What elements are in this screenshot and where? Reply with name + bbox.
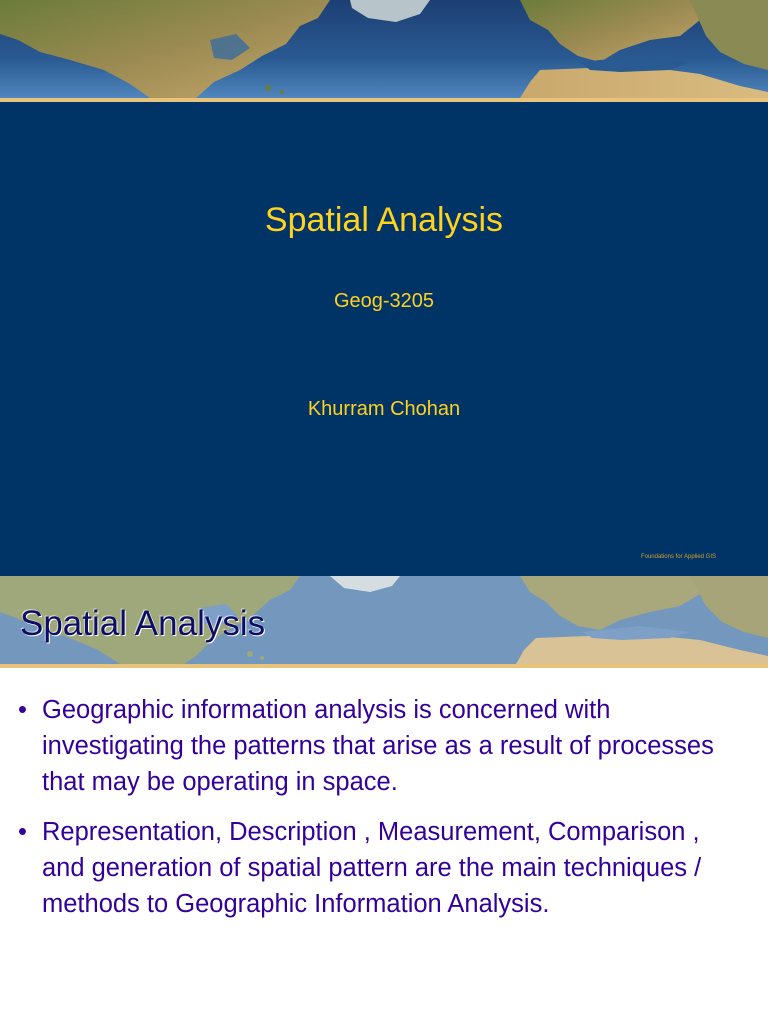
world-map-banner bbox=[0, 0, 768, 98]
bullet-item bbox=[18, 692, 748, 800]
content-slide bbox=[0, 576, 768, 1024]
bullet-icon: • bbox=[18, 696, 27, 724]
gold-divider bbox=[0, 664, 768, 668]
gold-divider bbox=[0, 98, 768, 102]
bullet-icon: • bbox=[18, 818, 27, 846]
world-map-image bbox=[0, 0, 768, 98]
slide-heading: Spatial Analysis bbox=[20, 604, 266, 643]
bullet-item bbox=[18, 814, 748, 922]
bullet-text: Geographic information analysis is concerned with investigating the patterns that arise as a result of processes that may be operating in space. bbox=[42, 696, 714, 796]
author-name: Khurram Chohan bbox=[307, 398, 461, 420]
slide-footer: Foundations for Applied GIS bbox=[640, 554, 716, 560]
bullet-text: Representation, Description , Measurement, Comparison , and generation of spatial pattern are the main techniques / methods to Geographic Information Analysis. bbox=[42, 818, 702, 918]
slide-title: Spatial Analysis bbox=[264, 201, 504, 239]
course-code: Geog-3205 bbox=[333, 290, 435, 312]
bullet-list bbox=[18, 692, 748, 936]
